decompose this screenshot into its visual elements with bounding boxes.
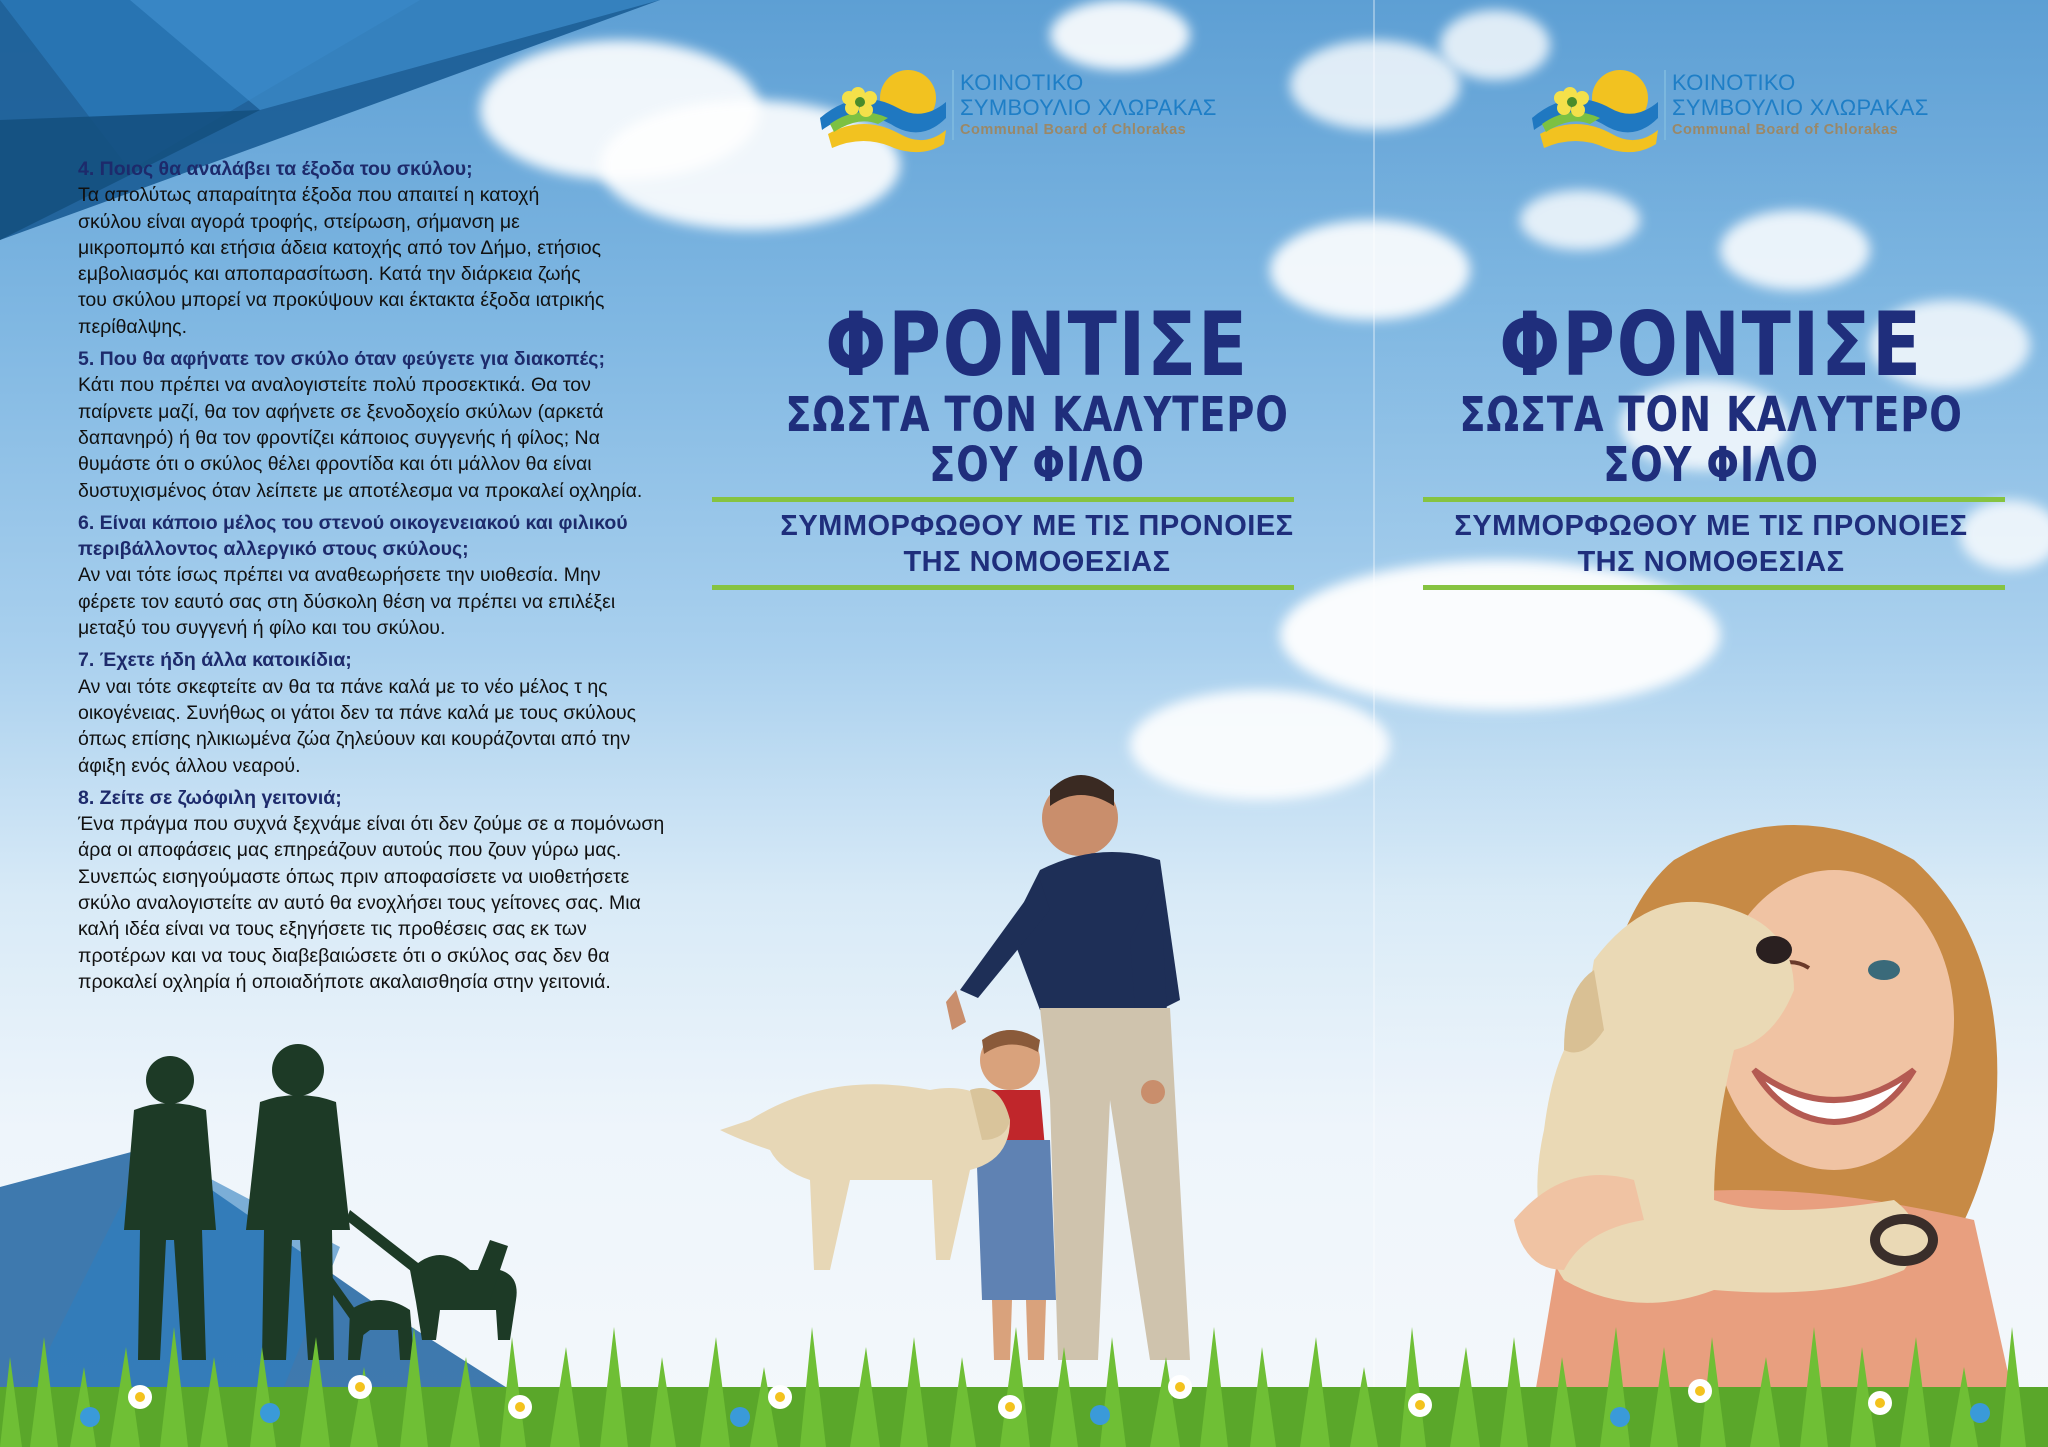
divider-bottom	[712, 585, 1294, 590]
logo-emblem-icon	[1530, 64, 1662, 154]
cover-title: ΦΡΟΝΤΙΣΕ	[1499, 293, 1923, 396]
logo-line-3: Communal Board of Chlorakas	[960, 122, 1187, 138]
divider-top	[712, 497, 1294, 502]
photo-man-child-dog	[710, 740, 1374, 1380]
question-heading: 6. Είναι κάποιο μέλος του στενού οικογενειακού και φιλικού περιβάλλοντος αλλεργικό στους σκύλους;	[78, 511, 628, 561]
photo-girl-puppy	[1414, 800, 2048, 1400]
cover-title: ΦΡΟΝΤΙΣΕ	[825, 293, 1249, 396]
question-heading: 4. Ποιος θα αναλάβει τα έξοδα του σκύλου;	[78, 158, 473, 180]
logo-text	[960, 70, 1217, 120]
compliance-line-1: ΣΥΜΜΟΡΦΩΘΟΥ ΜΕ ΤΙΣ ΠΡΟΝΟΙΕΣ	[1454, 510, 1968, 542]
logo-line-3: Communal Board of Chlorakas	[1672, 122, 1899, 138]
compliance-line-2: ΤΗΣ ΝΟΜΟΘΕΣΙΑΣ	[1577, 546, 1845, 578]
panel-left	[0, 0, 700, 1447]
question-heading: 7. Έχετε ήδη άλλα κατοικίδια;	[78, 649, 352, 672]
compliance-text	[1374, 508, 2048, 580]
question-body: Αν ναι τότε ίσως πρέπει να αναθεωρήσετε την υιοθεσία. Μην φέρετε τον εαυτό σας στη δύσκολη θέση να πρέπει να επιλέξει μεταξύ του συγγενή ή φίλο και του σκύλου.	[78, 564, 616, 640]
logo-divider	[952, 70, 954, 140]
cover-title-block	[1374, 293, 2048, 493]
compliance-line-1: ΣΥΜΜΟΡΦΩΘΟΥ ΜΕ ΤΙΣ ΠΡΟΝΟΙΕΣ	[780, 510, 1294, 542]
logo-line-2: ΣΥΜΒΟΥΛΙΟ ΧΛΩΡΑΚΑΣ	[960, 95, 1217, 120]
logo-emblem-icon	[818, 64, 950, 154]
question-body: Κάτι που πρέπει να αναλογιστείτε πολύ προσεκτικά. Θα τον παίρνετε μαζί, θα τον αφήνετε σε ξενοδοχείο σκύλων (αρκετά δαπανηρό) ή θα τον φροντίζει κάποιος συγγενής ή φίλος; Να θυμάστε ότι ο σκύλος θέλει φροντίδα και ότι μάλλον θα είναι δυστυχισμένος όταν λείπετε με αποτέλεσμα να προκαλεί οχληρία.	[78, 374, 643, 502]
logo-line-1: ΚΟΙΝΟΤΙΚΟ	[960, 70, 1084, 95]
logo-council	[818, 64, 1218, 154]
questions-list	[78, 156, 708, 995]
cover-subtitle: ΣΩΣΤΑ ΤΟΝ ΚΑΛΥΤΕΡΟ ΣΟΥ ΦΙΛΟ	[785, 387, 1289, 493]
question-heading: 8. Ζείτε σε ζωόφιλη γειτονιά;	[78, 786, 342, 809]
panel-middle	[700, 0, 1374, 1447]
question-body: Αν ναι τότε σκεφτείτε αν θα τα πάνε καλά με το νέο μέλος τ ης οικογένειας. Συνήθως οι γάτοι δεν τα πάνε καλά με τους σκύλους όπως επίσης ηλικιωμένα ζώα ζηλεύουν και κουράζονται από την άφιξη ενός άλλου νεαρού.	[78, 675, 637, 777]
compliance-line-2: ΤΗΣ ΝΟΜΟΘΕΣΙΑΣ	[903, 546, 1171, 578]
grass-strip	[0, 1317, 2048, 1447]
compliance-text	[700, 508, 1374, 580]
logo-divider	[1664, 70, 1666, 140]
logo-line-1: ΚΟΙΝΟΤΙΚΟ	[1672, 70, 1796, 95]
logo-council	[1530, 64, 1930, 154]
panel-right	[1374, 0, 2048, 1447]
logo-line-2: ΣΥΜΒΟΥΛΙΟ ΧΛΩΡΑΚΑΣ	[1672, 95, 1929, 120]
cover-subtitle: ΣΩΣΤΑ ΤΟΝ ΚΑΛΥΤΕΡΟ ΣΟΥ ΦΙΛΟ	[1459, 387, 1963, 493]
divider-bottom	[1423, 585, 2005, 590]
question-body: Τα απολύτως απαραίτητα έξοδα που απαιτεί η κατοχή σκύλου είναι αγορά τροφής, στείρωση, σήμανση με μικροπομπό και ετήσια άδεια κατοχής από τον Δήμο, ετήσιος εμβολιασμός και αποπαρασίτωση. Κατά την διάρκεια ζωής του σκύλου μπορεί να προκύψουν και έκτακτα έξοδα ιατρικής περίθαλψης.	[78, 184, 605, 338]
question-body: Ένα πράγμα που συχνά ξεχνάμε είναι ότι δεν ζούμε σε α πομόνωση άρα οι αποφάσεις μας επηρεάζουν αυτούς που ζουν γύρω μας. Συνεπώς εισηγούμαστε όπως πριν αποφασίσετε να υιοθετήσετε σκύλο αναλογιστείτε αν αυτό θα ενοχλήσει τους γείτονες σας. Μια καλή ιδέα είναι να τους εξηγήσετε τις προθέσεις σας εκ των προτέρων και να τους διαβεβαιώσετε ότι ο σκύλος σας δεν θα προκαλεί οχληρία ή οποιαδήποτε ακαλαισθησία στην γειτονιά.	[78, 813, 665, 993]
divider-top	[1423, 497, 2005, 502]
cover-title-block	[700, 293, 1374, 493]
logo-text	[1672, 70, 1929, 120]
question-heading: 5. Που θα αφήνατε τον σκύλο όταν φεύγετε για διακοπές;	[78, 348, 605, 371]
